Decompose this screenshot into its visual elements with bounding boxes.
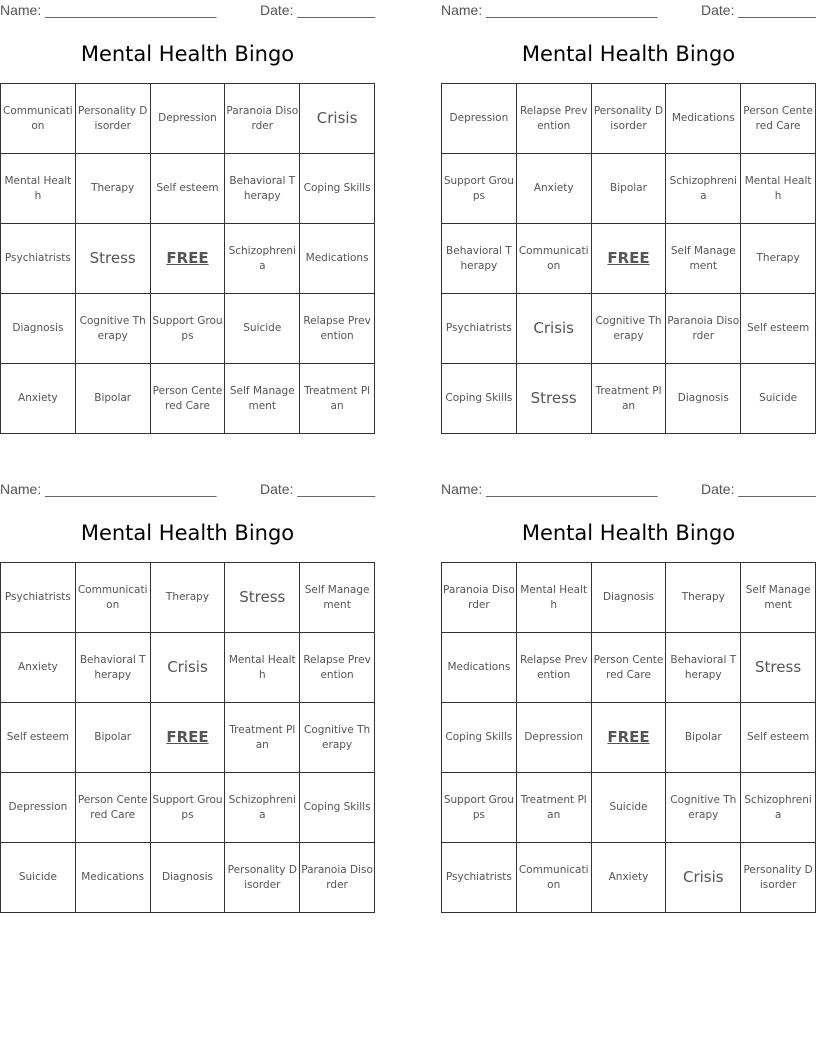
bingo-cell: Suicide	[741, 364, 816, 434]
bingo-cell: Treatment Plan	[300, 364, 375, 434]
bingo-cell: Schizophrenia	[666, 154, 741, 224]
bingo-cell: Person Centered Care	[592, 633, 667, 703]
bingo-cell: Self esteem	[151, 154, 226, 224]
bingo-cell: Personality Disorder	[76, 84, 151, 154]
date-label: Date: __________	[260, 481, 376, 497]
bingo-cell: Treatment Plan	[517, 773, 592, 843]
bingo-cell: Medications	[300, 224, 375, 294]
bingo-grid	[441, 562, 816, 913]
free-space: FREE	[592, 703, 667, 773]
bingo-cell: Suicide	[592, 773, 667, 843]
bingo-cell: Self Management	[741, 563, 816, 633]
name-label: Name: ______________________	[441, 481, 658, 497]
bingo-cell: Schizophrenia	[225, 224, 300, 294]
bingo-cell: Personality Disorder	[592, 84, 667, 154]
bingo-card-1	[0, 0, 375, 440]
bingo-cell: Personality Disorder	[741, 843, 816, 913]
bingo-cell: Depression	[442, 84, 517, 154]
bingo-cell: Coping Skills	[300, 773, 375, 843]
bingo-grid	[441, 83, 816, 434]
bingo-cell: Communication	[76, 563, 151, 633]
bingo-cell: Person Centered Care	[151, 364, 226, 434]
bingo-cell: Bipolar	[76, 703, 151, 773]
bingo-cell: Support Groups	[151, 773, 226, 843]
bingo-cell: Communication	[1, 84, 76, 154]
name-date-line	[0, 2, 375, 20]
bingo-cell: Crisis	[300, 84, 375, 154]
bingo-cell: Stress	[76, 224, 151, 294]
free-space: FREE	[151, 224, 226, 294]
bingo-cell: Stress	[517, 364, 592, 434]
bingo-cell: Relapse Prevention	[300, 294, 375, 364]
card-title: Mental Health Bingo	[521, 521, 736, 545]
name-label: Name: ______________________	[0, 481, 217, 497]
bingo-cell: Schizophrenia	[741, 773, 816, 843]
bingo-cell: Psychiatrists	[442, 843, 517, 913]
bingo-cell: Therapy	[76, 154, 151, 224]
bingo-cell: Treatment Plan	[225, 703, 300, 773]
bingo-card-2	[441, 0, 816, 440]
card-title: Mental Health Bingo	[521, 42, 736, 66]
bingo-cell: Behavioral Therapy	[442, 224, 517, 294]
bingo-cell: Crisis	[517, 294, 592, 364]
bingo-cell: Coping Skills	[442, 364, 517, 434]
bingo-cell: Communication	[517, 843, 592, 913]
card-title: Mental Health Bingo	[80, 42, 295, 66]
date-label: Date: __________	[260, 2, 376, 18]
bingo-cell: Psychiatrists	[1, 563, 76, 633]
bingo-cell: Anxiety	[1, 364, 76, 434]
bingo-grid	[0, 83, 375, 434]
bingo-cell: Self Management	[225, 364, 300, 434]
bingo-cell: Communication	[517, 224, 592, 294]
bingo-cell: Relapse Prevention	[517, 84, 592, 154]
bingo-cell: Medications	[76, 843, 151, 913]
bingo-cell: Self esteem	[741, 703, 816, 773]
bingo-cell: Behavioral Therapy	[76, 633, 151, 703]
bingo-cell: Diagnosis	[666, 364, 741, 434]
bingo-cell: Bipolar	[592, 154, 667, 224]
bingo-cell: Self Management	[666, 224, 741, 294]
bingo-cell: Self esteem	[741, 294, 816, 364]
bingo-cell: Person Centered Care	[741, 84, 816, 154]
bingo-cell: Cognitive Therapy	[666, 773, 741, 843]
bingo-cell: Diagnosis	[1, 294, 76, 364]
bingo-cell: Suicide	[1, 843, 76, 913]
date-label: Date: __________	[701, 2, 816, 18]
bingo-cell: Behavioral Therapy	[225, 154, 300, 224]
bingo-cell: Mental Health	[1, 154, 76, 224]
bingo-card-3	[0, 479, 375, 919]
bingo-cell: Self Management	[300, 563, 375, 633]
bingo-cell: Depression	[151, 84, 226, 154]
bingo-cell: Support Groups	[442, 773, 517, 843]
bingo-cell: Support Groups	[442, 154, 517, 224]
bingo-cell: Stress	[225, 563, 300, 633]
bingo-cell: Treatment Plan	[592, 364, 667, 434]
bingo-cell: Behavioral Therapy	[666, 633, 741, 703]
bingo-cell: Cognitive Therapy	[300, 703, 375, 773]
bingo-cell: Paranoia Disorder	[300, 843, 375, 913]
bingo-cell: Suicide	[225, 294, 300, 364]
bingo-cell: Diagnosis	[592, 563, 667, 633]
free-space: FREE	[151, 703, 226, 773]
bingo-cell: Personality Disorder	[225, 843, 300, 913]
bingo-cell: Therapy	[151, 563, 226, 633]
name-label: Name: ______________________	[441, 2, 658, 18]
bingo-cell: Crisis	[151, 633, 226, 703]
bingo-card-4	[441, 479, 816, 919]
date-label: Date: __________	[701, 481, 816, 497]
bingo-cell: Medications	[442, 633, 517, 703]
bingo-cell: Self esteem	[1, 703, 76, 773]
bingo-cell: Person Centered Care	[76, 773, 151, 843]
name-label: Name: ______________________	[0, 2, 217, 18]
bingo-cell: Support Groups	[151, 294, 226, 364]
bingo-cell: Paranoia Disorder	[442, 563, 517, 633]
bingo-cell: Therapy	[666, 563, 741, 633]
bingo-cell: Cognitive Therapy	[592, 294, 667, 364]
bingo-cell: Crisis	[666, 843, 741, 913]
bingo-grid	[0, 562, 375, 913]
free-space: FREE	[592, 224, 667, 294]
bingo-cell: Depression	[517, 703, 592, 773]
card-title: Mental Health Bingo	[80, 521, 295, 545]
bingo-cell: Coping Skills	[442, 703, 517, 773]
bingo-cell: Stress	[741, 633, 816, 703]
name-date-line	[0, 481, 375, 499]
bingo-cell: Mental Health	[741, 154, 816, 224]
bingo-cell: Anxiety	[592, 843, 667, 913]
bingo-cell: Medications	[666, 84, 741, 154]
bingo-cell: Coping Skills	[300, 154, 375, 224]
bingo-cell: Bipolar	[666, 703, 741, 773]
bingo-cell: Paranoia Disorder	[225, 84, 300, 154]
bingo-cell: Bipolar	[76, 364, 151, 434]
bingo-cell: Cognitive Therapy	[76, 294, 151, 364]
bingo-cell: Psychiatrists	[442, 294, 517, 364]
bingo-cell: Anxiety	[1, 633, 76, 703]
bingo-cell: Anxiety	[517, 154, 592, 224]
bingo-cell: Relapse Prevention	[300, 633, 375, 703]
bingo-cell: Psychiatrists	[1, 224, 76, 294]
bingo-cell: Depression	[1, 773, 76, 843]
bingo-cell: Schizophrenia	[225, 773, 300, 843]
bingo-cell: Paranoia Disorder	[666, 294, 741, 364]
bingo-cell: Mental Health	[517, 563, 592, 633]
bingo-cell: Therapy	[741, 224, 816, 294]
bingo-cell: Diagnosis	[151, 843, 226, 913]
name-date-line	[441, 2, 816, 20]
bingo-cell: Mental Health	[225, 633, 300, 703]
name-date-line	[441, 481, 816, 499]
bingo-cell: Relapse Prevention	[517, 633, 592, 703]
